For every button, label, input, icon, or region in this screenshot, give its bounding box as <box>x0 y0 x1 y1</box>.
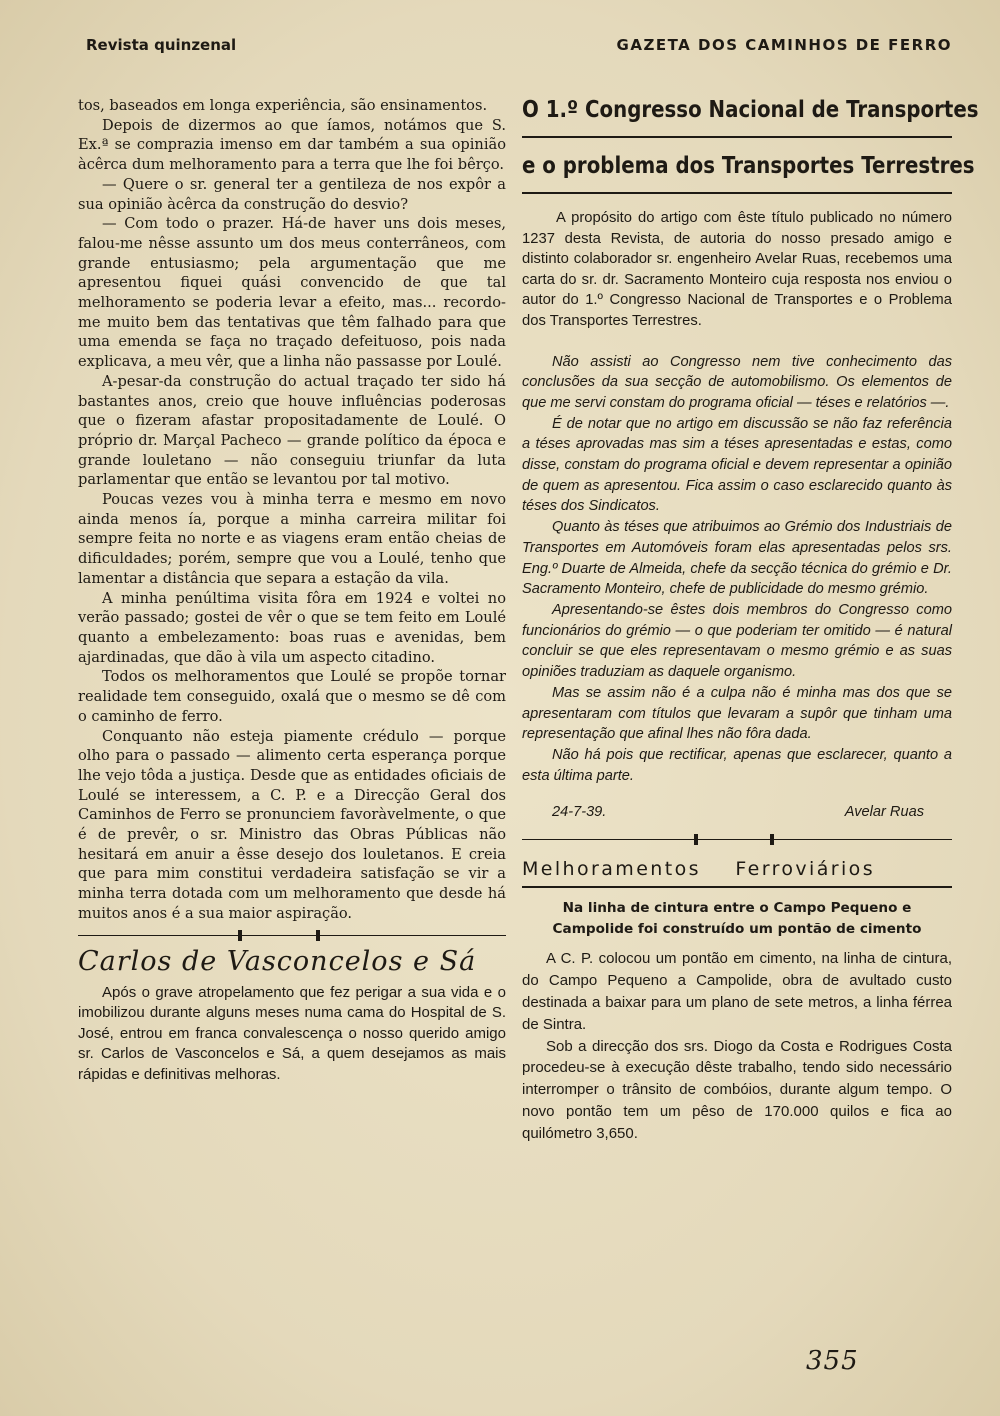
melhoramentos-article <box>522 948 952 1144</box>
paragraph: Sob a direcção dos srs. Diogo da Costa e Rodrigues Costa procedeu-se à execução dêste trabalho, tendo sido necessário interromper o trânsito de combóios, durante algum tempo. O novo pontão tem um pêso de 170.000 quilos e fica ao quilómetro 3,650. <box>522 1037 952 1142</box>
paragraph: tos, baseados em longa experiência, são ensinamentos. <box>78 97 488 114</box>
left-column <box>78 96 506 1086</box>
paragraph: A propósito do artigo com êste título publicado no número 1237 desta Revista, de autoria do nosso presado amigo e distinto colaborador sr. engenheiro Avelar Ruas, recebemos uma carta do sr. dr. Sacramento Monteiro cuja resposta nos enviou o autor do 1.º Congresso Nacional de Transportes e o Problema dos Transportes Terrestres. <box>522 210 952 329</box>
header-left: Revista quinzenal <box>86 36 237 54</box>
paragraph: Depois de dizermos ao que íamos, notámos que S. Ex.ª se comprazia imenso em dar também a sua opinião àcêrca dum melhoramento para a terra que lhe foi bêrço. <box>78 116 506 174</box>
congress-letter <box>522 352 952 787</box>
letter-date: 24-7-39. <box>552 804 607 821</box>
paragraph: É de notar que no artigo em discussão se não faz referência a téses aprovadas mas sim a téses apresentadas e estas, como disse, constam do programa oficial e devem representar a opinião de quem as apresentou. Fica assim o caso esclarecido quanto às téses dos Sindicatos. <box>522 415 952 515</box>
paragraph: Poucas vezes vou à minha terra e mesmo em novo ainda menos ía, porque a minha carreira militar foi sempre feita no norte e as viagens eram então cheias de dificuldades; porém, sempre que vou a Loulé, tenho que lamentar a distância que separa a estação da vila. <box>78 491 506 587</box>
melhoramentos-heading: Melhoramentos Ferroviários <box>522 850 952 888</box>
paragraph: Mas se assim não é a culpa não é minha mas dos que se apresentaram com títulos que levaram a supôr que tinham uma representação que afinal lhes não fôra dada. <box>522 684 952 743</box>
letter-author: Avelar Ruas <box>844 804 924 821</box>
interview-article <box>78 96 506 924</box>
paragraph: A minha penúltima visita fôra em 1924 e voltei no verão passado; gostei de vêr o que se tem feito em Loulé quanto a embelezamento: boas ruas e avenidas, bem ajardinadas, que dão à vila um aspecto citadino. <box>78 589 506 666</box>
paragraph: Quanto às téses que atribuimos ao Grémio dos Industriais de Transportes em Automóveis foram elas apresentadas pelos srs. Eng.º Duarte de Almeida, chefe da secção técnica do grémio e Dr. Sacramento Monteiro, chefe de publicidade do mesmo grémio. <box>522 519 952 598</box>
paragraph: — Com todo o prazer. Há-de haver uns dois meses, falou-me nêsse assunto um dos meus conterrâneos, com grande entusiasmo; pela argumentação que me apresentou fiquei quási convencido de que tal melhoramento se poderia levar a efeito, mas... recordo-me muito bem das tentativas que têm falhado para que uma emenda se faça no traçado defeituoso, pois nada explicava, a meu vêr, que a linha não passasse por Loulé. <box>78 215 506 371</box>
paragraph: Não assisti ao Congresso nem tive conhecimento das conclusões da sua secção de automobilismo. Os elementos de que me servi constam do programa oficial — téses e relatórios —. <box>522 353 952 411</box>
congress-heading <box>522 96 979 194</box>
paragraph: Após o grave atropelamento que fez perigar a sua vida e o imobilizou durante alguns meses numa cama do Hospital de S. José, entrou em franca convalescença o nosso querido amigo sr. Carlos de Vasconcelos e Sá, a quem desejamos as mais rápidas e definitivas melhoras. <box>78 983 506 1083</box>
section-divider <box>522 834 952 846</box>
paragraph: A C. P. colocou um pontão em cimento, na linha de cintura, do Campo Pequeno a Campolide, obra de avultado custo destinada a baixar para um plano de sete metros, a linha férrea de Sintra. <box>522 950 952 1033</box>
paragraph: Conquanto não esteja piamente crédulo — porque olho para o passado — alimento certa esperança porque lhe vejo tôda a justiça. Desde que as entidades oficiais de Loulé se interessem, a C. P. e a Direcção Geral dos Caminhos de Ferro se pronunciem favoràvelmente, o que é de prevêr, o sr. Ministro das Obras Públicas não hesitará em anuir a êsse desejo dos louletanos. E creia que para mim constitui verdadeira satisfação se vir a minha terra dotada com um melhoramento que desde há muitos anos é a sua maior aspiração. <box>78 727 506 922</box>
letter-signature <box>522 804 952 826</box>
congress-heading-line-2: e o problema dos Transportes Terrestres <box>522 152 952 194</box>
congress-intro <box>522 208 952 332</box>
paragraph: Apresentando-se êstes dois membros do Congresso como funcionários do grémio — o que poderiam ter omitido — é natural concluir se que eles representavam o mesmo grémio e as suas opiniões traduziam as daquele organismo. <box>522 602 952 681</box>
paragraph: A-pesar-da construção do actual traçado ter sido há bastantes anos, creio que houve influências poderosas que o fizeram afastar propositadamente de Loulé. O próprio dr. Marçal Pacheco — grande político da época e grande louletano — não conseguiu triunfar da luta parlamentar que então se levantou por tal motivo. <box>78 372 506 489</box>
paragraph: Não há pois que rectificar, apenas que esclarecer, quanto a esta última parte. <box>522 746 952 784</box>
right-column <box>522 96 979 1145</box>
header-right: GAZETA DOS CAMINHOS DE FERRO <box>616 36 952 54</box>
vasconcelos-article <box>78 983 506 1086</box>
melhoramentos-subheading: Na linha de cintura entre o Campo Pequeno e Campolide foi construído um pontão de cimento <box>552 900 922 938</box>
page-number: 355 <box>806 1346 859 1376</box>
congress-heading-line-1: O 1.º Congresso Nacional de Transportes <box>522 96 952 138</box>
running-head <box>86 36 952 60</box>
paragraph: Todos os melhoramentos que Loulé se propõe tornar realidade tem conseguido, oxalá que o mesmo se dê com o caminho de ferro. <box>78 668 506 725</box>
section-divider <box>78 930 506 942</box>
paragraph: — Quere o sr. general ter a gentileza de nos expôr a sua opinião àcêrca da construção do desvio? <box>78 175 506 213</box>
vasconcelos-heading: Carlos de Vasconcelos e Sá <box>78 945 477 977</box>
